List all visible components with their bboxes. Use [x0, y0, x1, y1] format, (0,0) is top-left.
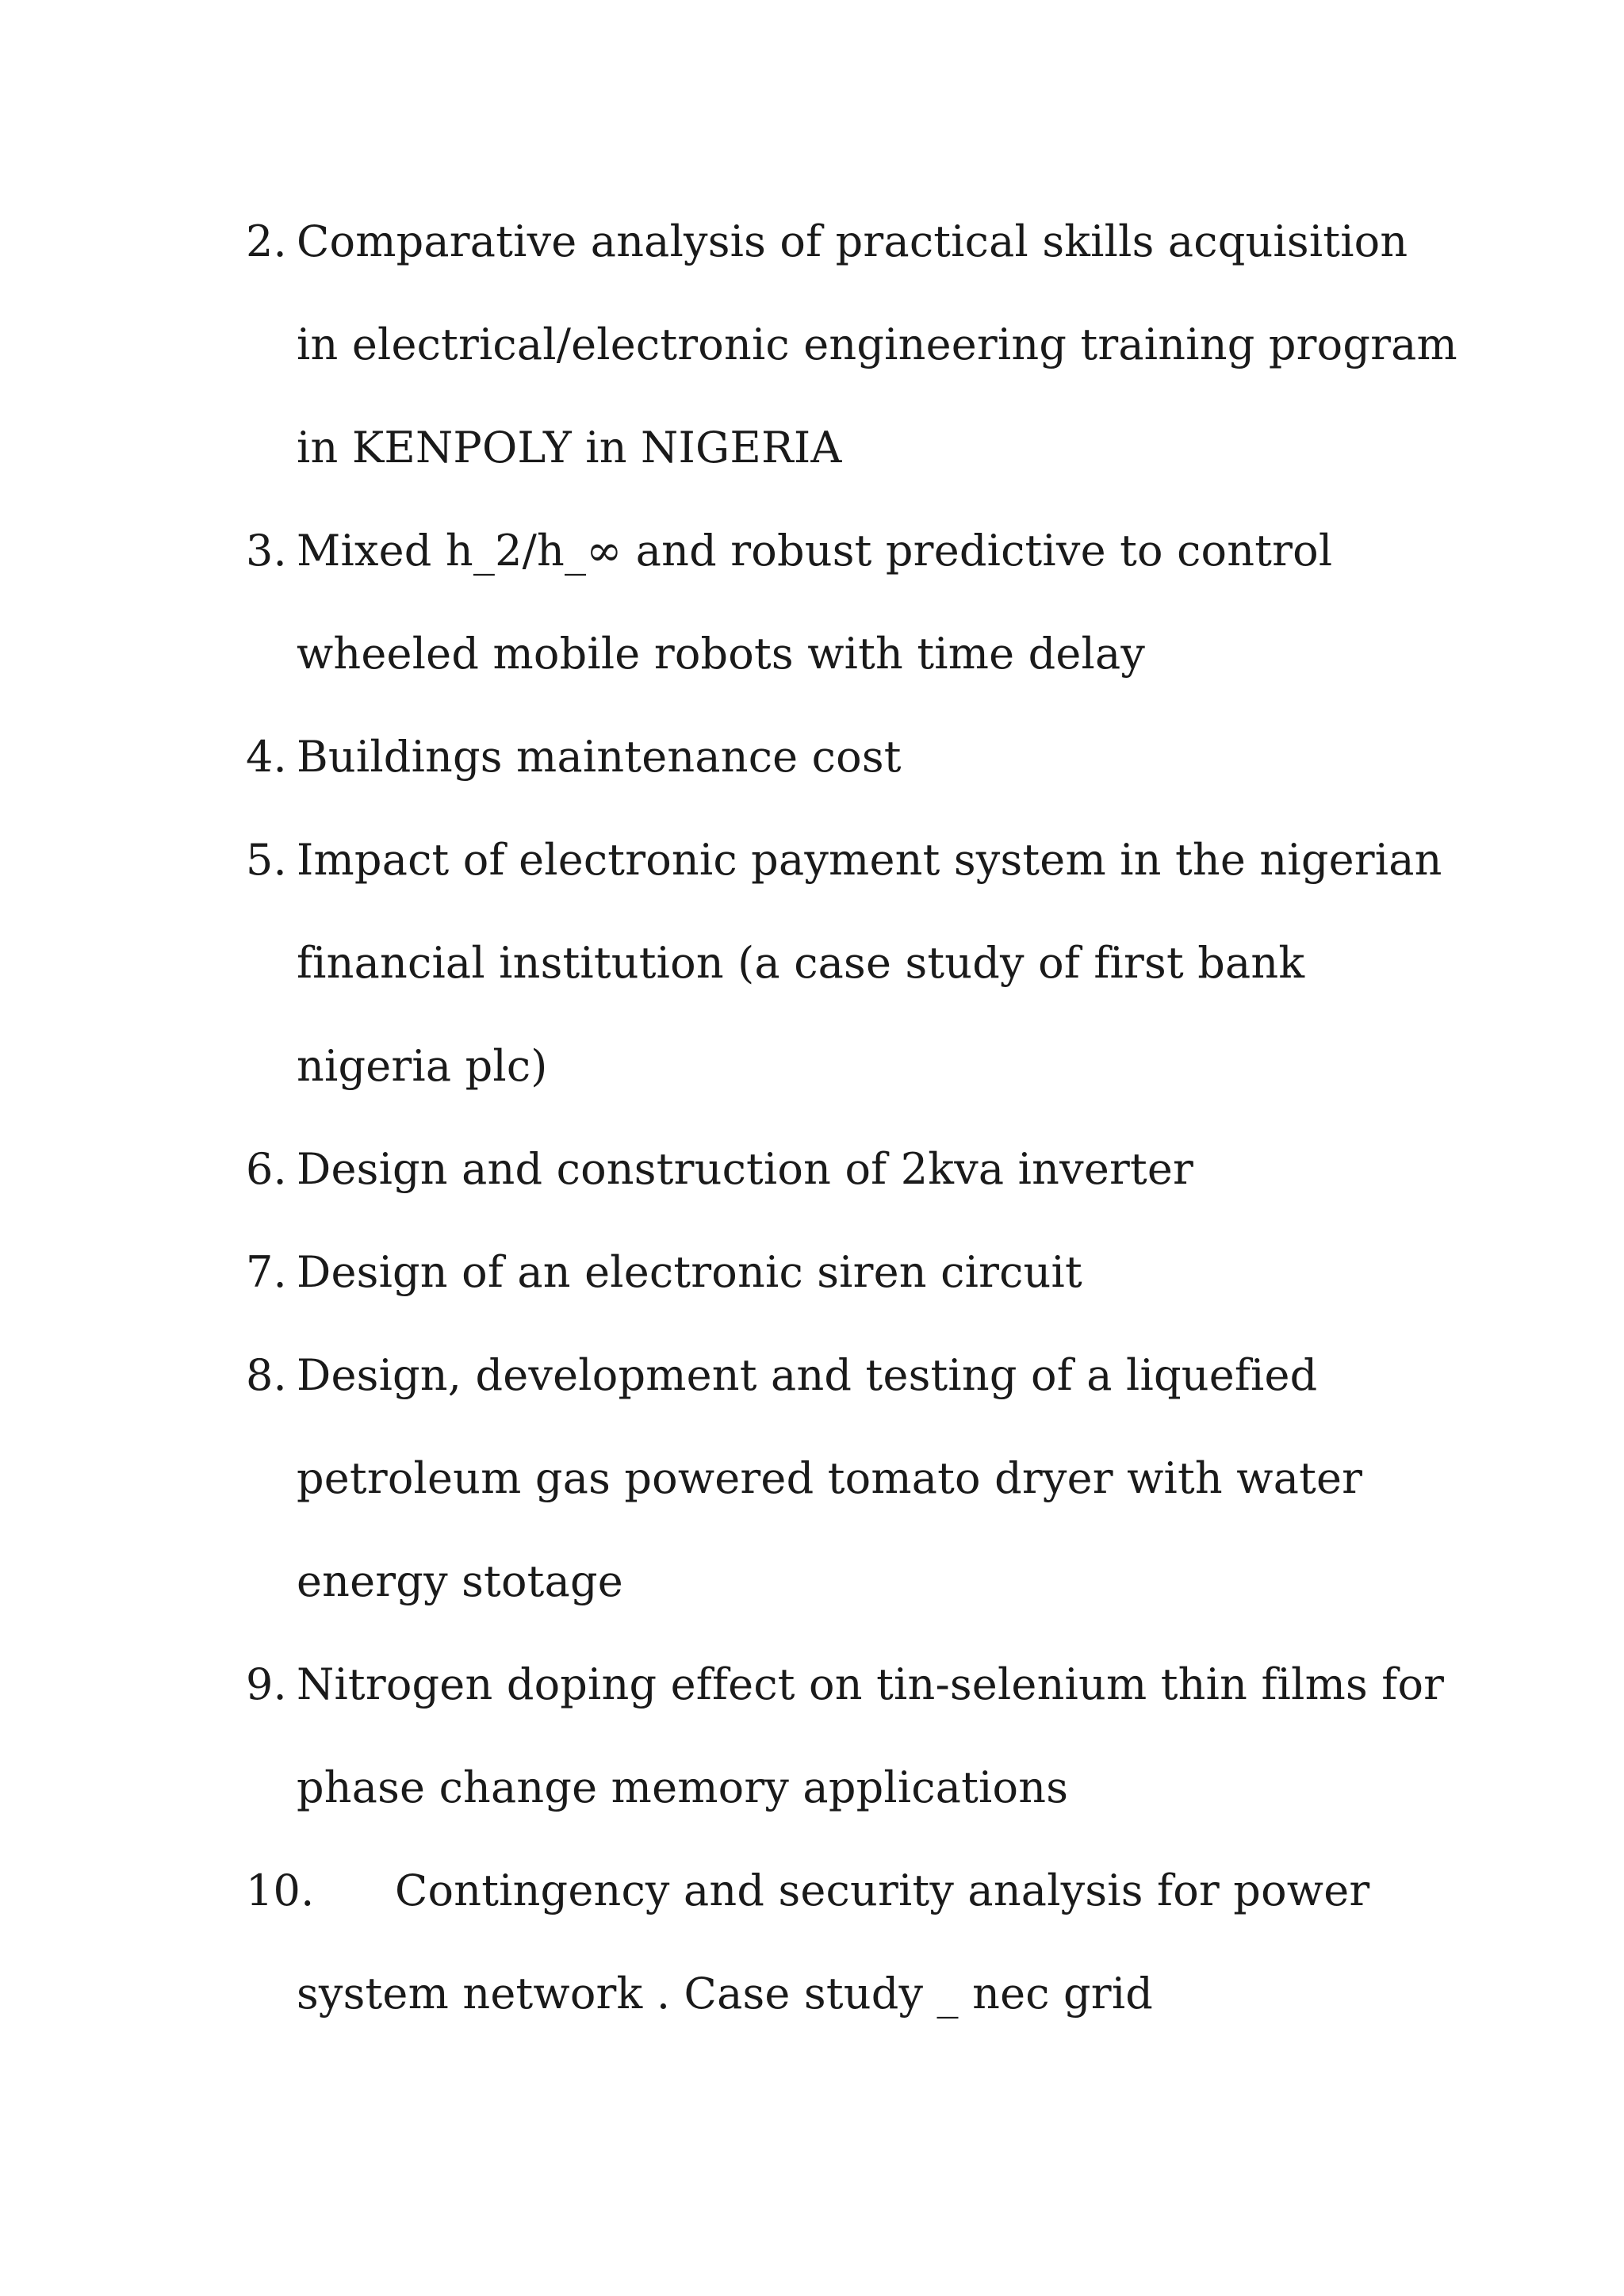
list-item-text-line: Design and construction of 2kva inverter: [297, 1144, 1194, 1194]
list-item-text-line: phase change memory applications: [297, 1762, 1069, 1812]
list-item-number: 2.: [246, 216, 287, 266]
list-item-number: 5.: [246, 835, 287, 885]
list-item: [246, 1633, 1445, 1839]
list-item-number: 9.: [246, 1659, 287, 1709]
list-item-text-line: Design, development and testing of a liquefied: [297, 1350, 1318, 1400]
list-item-number: 7.: [246, 1247, 287, 1297]
list-item-number: 10.: [246, 1866, 315, 1915]
list-item-text-line: Nitrogen doping effect on tin-selenium thin films for: [297, 1659, 1445, 1709]
list-item-number: 6.: [246, 1144, 287, 1194]
list-item: [246, 1221, 1435, 1324]
list-item: [246, 1839, 1435, 2045]
list-item-text-line: system network . Case study _ nec grid: [297, 1969, 1154, 2019]
list-item-text-line: nigeria plc): [297, 1041, 548, 1091]
list-item-text-line: petroleum gas powered tomato dryer with water: [297, 1453, 1363, 1503]
project-topic-list: [246, 190, 1457, 2045]
list-item-text-line: in KENPOLY in NIGERIA: [297, 423, 842, 473]
list-item: [246, 190, 1457, 499]
list-item-text-line: Mixed h_2/h_∞ and robust predictive to control: [297, 526, 1333, 576]
list-item-number: 4.: [246, 732, 287, 782]
list-item-text-line: energy stotage: [297, 1556, 623, 1606]
list-item-number: 8.: [246, 1350, 287, 1400]
list-item-text-line: wheeled mobile robots with time delay: [297, 629, 1146, 679]
list-item-text-line: Impact of electronic payment system in the nigerian: [297, 835, 1442, 885]
list-item-text-line: Contingency and security analysis for power: [395, 1866, 1370, 1915]
list-item-text-line: financial institution (a case study of first bank: [297, 938, 1305, 988]
list-item-text-line: Design of an electronic siren circuit: [297, 1247, 1082, 1297]
list-item-number: 3.: [246, 526, 287, 576]
list-item: [246, 706, 1435, 809]
list-item-text-line: in electrical/electronic engineering training program: [297, 320, 1457, 369]
list-item-text-line: Comparative analysis of practical skills acquisition: [297, 216, 1408, 266]
list-item: [246, 499, 1435, 706]
list-item: [246, 1118, 1435, 1221]
list-item: [246, 809, 1442, 1118]
list-item: [246, 1324, 1435, 1633]
list-item-text-line: Buildings maintenance cost: [297, 732, 902, 782]
